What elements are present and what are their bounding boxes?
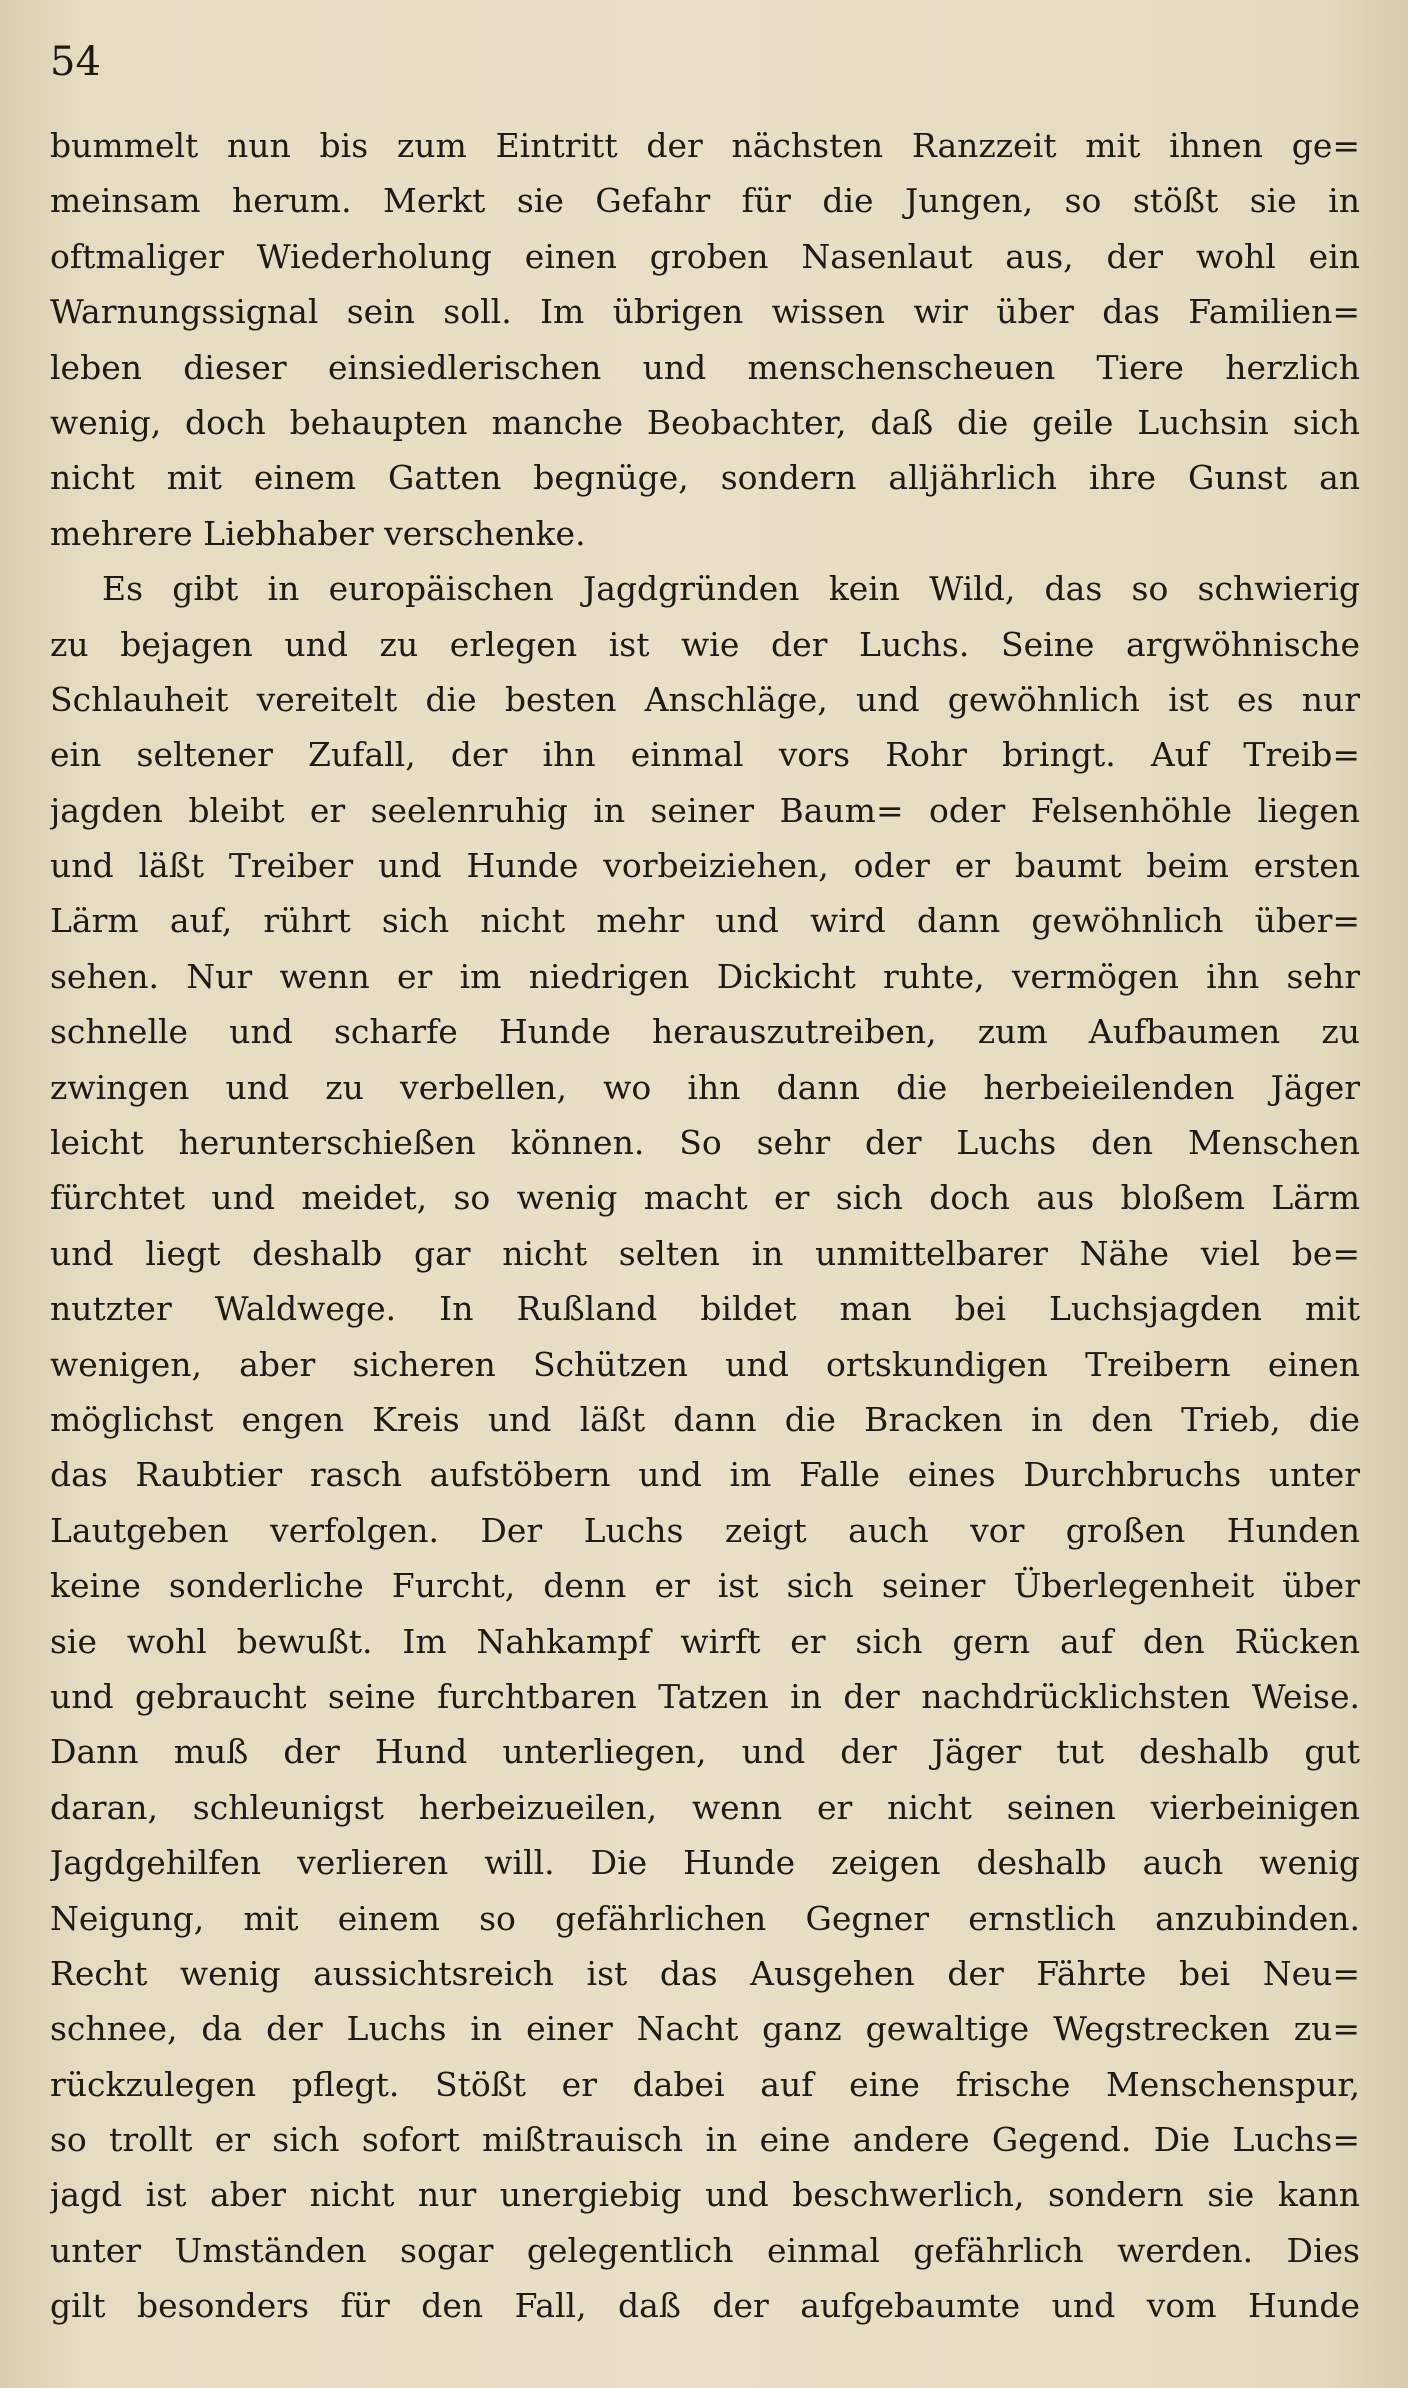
text-line: oftmaliger Wiederholung einen groben Nasenlaut aus, der wohl ein xyxy=(50,236,1360,276)
text-line: leben dieser einsiedlerischen und menschenscheuen Tiere herzlich xyxy=(50,347,1360,387)
text-line: Jagdgehilfen verlieren will. Die Hunde zeigen deshalb auch wenig xyxy=(50,1843,1360,1883)
text-line: meinsam herum. Merkt sie Gefahr für die Jungen, so stößt sie in xyxy=(50,181,1360,221)
text-line: nicht mit einem Gatten begnüge, sondern alljährlich ihre Gunst an xyxy=(50,458,1360,498)
text-line: zwingen und zu verbellen, wo ihn dann die herbeieilenden Jäger xyxy=(50,1067,1360,1107)
text-line: Schlauheit vereitelt die besten Anschläge, und gewöhnlich ist es nur xyxy=(50,679,1360,719)
text-line: so trollt er sich sofort mißtrauisch in eine andere Gegend. Die Luchs= xyxy=(50,2120,1360,2160)
text-line: Warnungssignal sein soll. Im übrigen wissen wir über das Familien= xyxy=(50,292,1360,332)
text-line: schnee, da der Luchs in einer Nacht ganz gewaltige Wegstrecken zu= xyxy=(50,2009,1360,2049)
text-line: unter Umständen sogar gelegentlich einmal gefährlich werden. Dies xyxy=(50,2230,1360,2270)
text-line: Es gibt in europäischen Jagdgründen kein Wild, das so schwierig xyxy=(102,569,1360,609)
text-line: jagden bleibt er seelenruhig in seiner Baum= oder Felsenhöhle liegen xyxy=(50,790,1360,830)
text-line: wenig, doch behaupten manche Beobachter, daß die geile Luchsin sich xyxy=(50,402,1360,442)
text-line: möglichst engen Kreis und läßt dann die Bracken in den Trieb, die xyxy=(50,1399,1360,1439)
text-line: ein seltener Zufall, der ihn einmal vors Rohr bringt. Auf Treib= xyxy=(50,735,1360,775)
text-line: leicht herunterschießen können. So sehr der Luchs den Menschen xyxy=(50,1123,1360,1163)
text-line: das Raubtier rasch aufstöbern und im Falle eines Durchbruchs unter xyxy=(50,1455,1360,1495)
text-line: fürchtet und meidet, so wenig macht er sich doch aus bloßem Lärm xyxy=(50,1178,1360,1218)
text-line: zu bejagen und zu erlegen ist wie der Luchs. Seine argwöhnische xyxy=(50,624,1360,664)
text-line: sehen. Nur wenn er im niedrigen Dickicht ruhte, vermögen ihn sehr xyxy=(50,956,1360,996)
text-line: bummelt nun bis zum Eintritt der nächsten Ranzzeit mit ihnen ge= xyxy=(50,126,1360,165)
text-line: rückzulegen pflegt. Stößt er dabei auf eine frische Menschenspur, xyxy=(50,2064,1360,2104)
text-line: Neigung, mit einem so gefährlichen Gegner ernstlich anzubinden. xyxy=(50,1898,1360,1938)
text-line: daran, schleunigst herbeizueilen, wenn er nicht seinen vierbeinigen xyxy=(50,1787,1360,1827)
text-line: schnelle und scharfe Hunde herauszutreiben, zum Aufbaumen zu xyxy=(50,1012,1360,1052)
paragraph xyxy=(50,561,1360,2334)
text-line: wenigen, aber sicheren Schützen und ortskundigen Treibern einen xyxy=(50,1344,1360,1384)
text-line: keine sonderliche Furcht, denn er ist sich seiner Überlegenheit über xyxy=(50,1566,1360,1606)
text-line: Recht wenig aussichtsreich ist das Ausgehen der Fährte bei Neu= xyxy=(50,1953,1360,1993)
text-line: nutzter Waldwege. In Rußland bildet man bei Luchsjagden mit xyxy=(50,1289,1360,1329)
text-line: und gebraucht seine furchtbaren Tatzen in der nachdrücklichsten Weise. xyxy=(50,1676,1360,1716)
text-line: Lautgeben verfolgen. Der Luchs zeigt auch vor großen Hunden xyxy=(50,1510,1360,1550)
text-line: Lärm auf, rührt sich nicht mehr und wird dann gewöhnlich über= xyxy=(50,901,1360,941)
text-line: sie wohl bewußt. Im Nahkampf wirft er sich gern auf den Rücken xyxy=(50,1621,1360,1661)
body-text xyxy=(50,118,1360,2334)
text-line: mehrere Liebhaber verschenke. xyxy=(50,513,586,553)
text-line: jagd ist aber nicht nur unergiebig und beschwerlich, sondern sie kann xyxy=(50,2175,1360,2215)
paragraph xyxy=(50,118,1360,561)
text-line: und läßt Treiber und Hunde vorbeiziehen, oder er baumt beim ersten xyxy=(50,846,1360,886)
text-line: gilt besonders für den Fall, daß der aufgebaumte und vom Hunde xyxy=(50,2286,1360,2326)
text-line: und liegt deshalb gar nicht selten in unmittelbarer Nähe viel be= xyxy=(50,1233,1360,1273)
text-line: Dann muß der Hund unterliegen, und der Jäger tut deshalb gut xyxy=(50,1732,1360,1772)
page-number: 54 xyxy=(50,39,101,85)
